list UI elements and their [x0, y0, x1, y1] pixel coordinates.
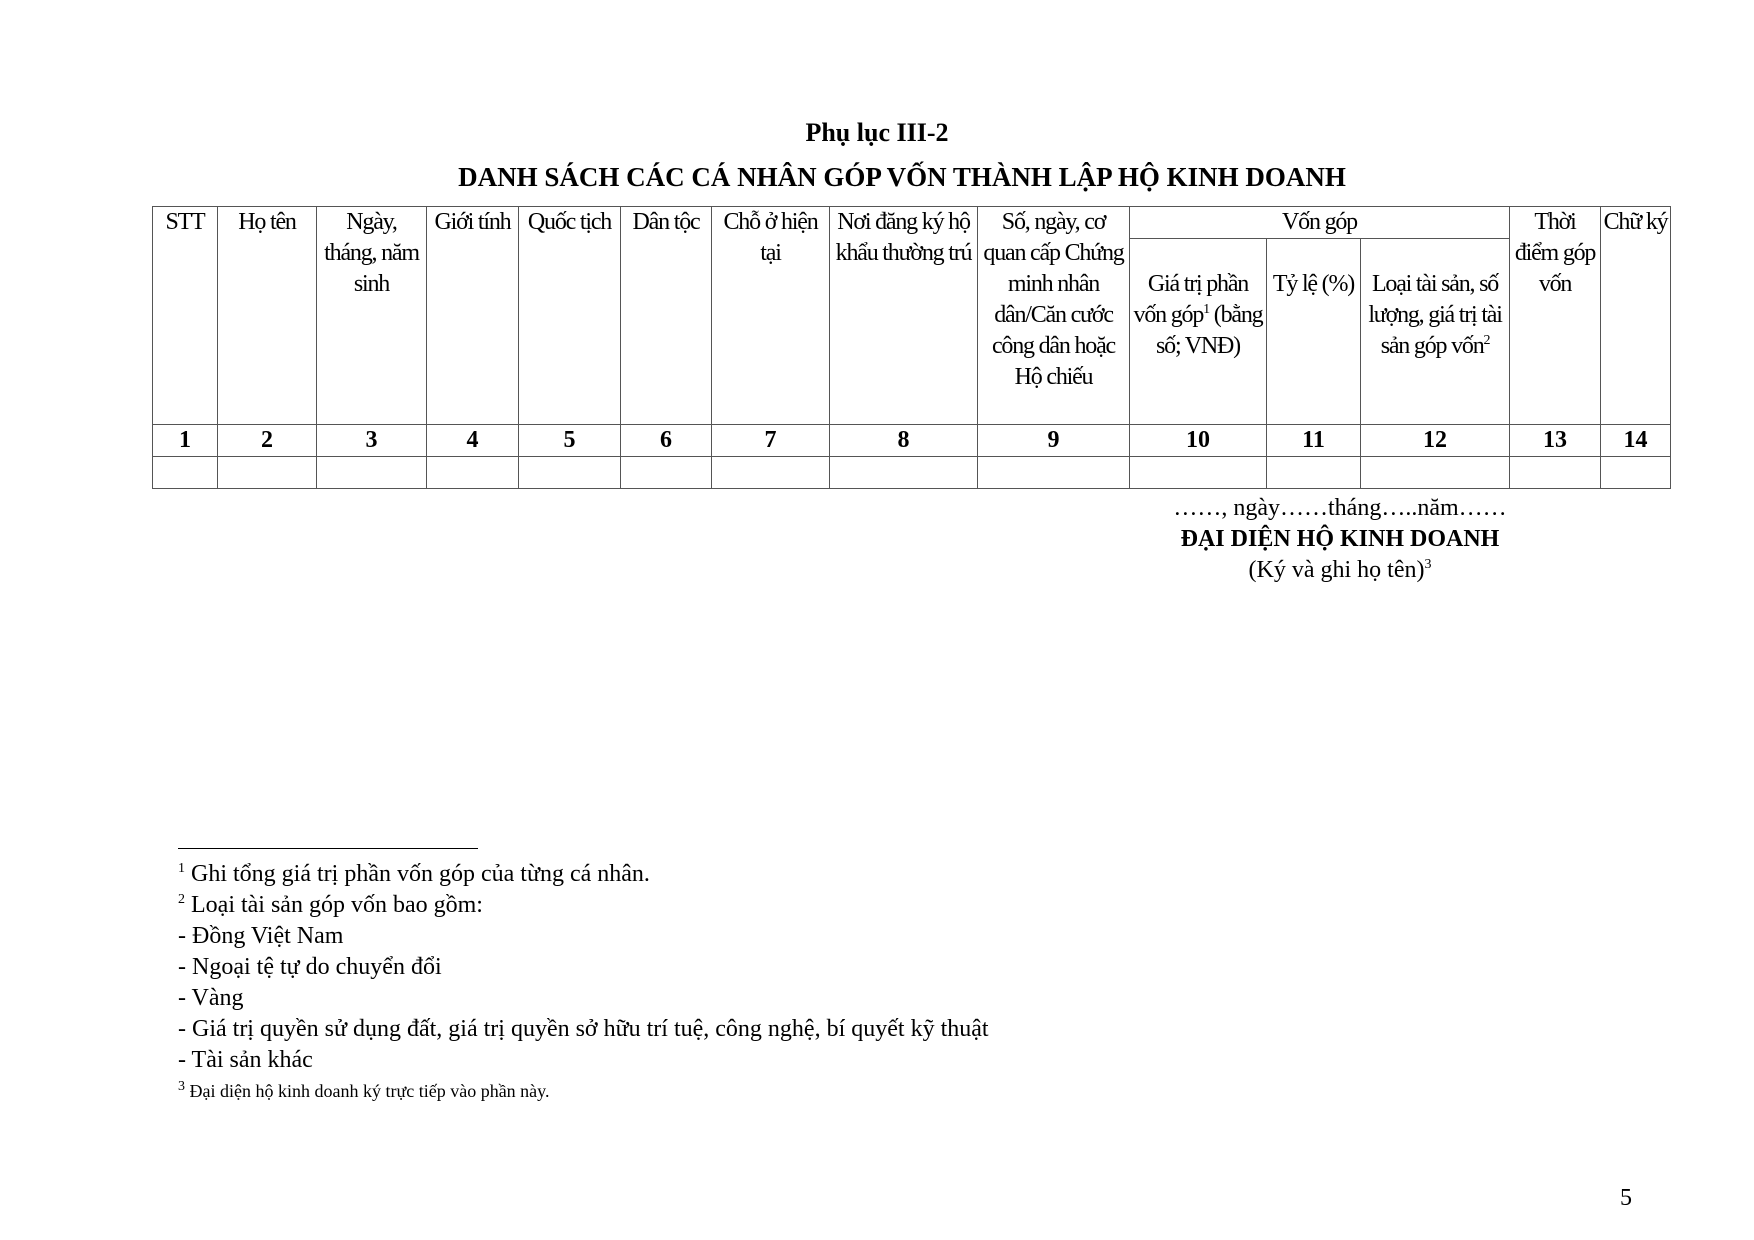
- footnote-3: [178, 1080, 550, 1102]
- footnote-ref-1: 1: [1203, 302, 1209, 317]
- column-number: 8: [830, 425, 978, 457]
- column-number: 11: [1267, 425, 1361, 457]
- header-gia-tri: [1130, 239, 1267, 425]
- column-number-row: [153, 425, 1671, 457]
- table-cell[interactable]: [153, 457, 218, 489]
- footnote-list-item: - Đồng Việt Nam: [178, 923, 344, 949]
- column-number: 12: [1361, 425, 1510, 457]
- header-stt: STT: [153, 207, 218, 425]
- page-number: 5: [1620, 1185, 1632, 1211]
- footnote-1-text: Ghi tổng giá trị phần vốn góp của từng cá nhân.: [191, 861, 650, 887]
- column-number: 6: [621, 425, 712, 457]
- header-thoi-diem: Thời điểm góp vốn: [1510, 207, 1601, 425]
- column-number: 2: [218, 425, 317, 457]
- footnote-3-mark: 3: [178, 1079, 185, 1094]
- header-von-gop: Vốn góp: [1130, 207, 1510, 239]
- footnote-1-mark: 1: [178, 861, 185, 876]
- column-number: 1: [153, 425, 218, 457]
- footnote-divider: [178, 848, 478, 849]
- document-title: DANH SÁCH CÁC CÁ NHÂN GÓP VỐN THÀNH LẬP HỘ KINH DOANH: [458, 162, 1346, 192]
- column-number: 14: [1601, 425, 1671, 457]
- column-number: 7: [712, 425, 830, 457]
- footnote-1: [178, 859, 650, 890]
- header-giay-to: Số, ngày, cơ quan cấp Chứng minh nhân dân/Căn cước công dân hoặc Hộ chiếu: [978, 207, 1130, 425]
- header-noi-dang-ky: Nơi đăng ký hộ khẩu thường trú: [830, 207, 978, 425]
- table-cell[interactable]: [1130, 457, 1267, 489]
- header-loai-tai-san: [1361, 239, 1510, 425]
- footnote-list-item: - Giá trị quyền sử dụng đất, giá trị quyền sở hữu trí tuệ, công nghệ, bí quyết kỹ thuật: [178, 1016, 989, 1042]
- signature-note: [1140, 554, 1540, 586]
- signature-title: ĐẠI DIỆN HỘ KINH DOANH: [1180, 526, 1500, 552]
- column-number: 3: [317, 425, 427, 457]
- table-cell[interactable]: [1267, 457, 1361, 489]
- footnote-ref-2: 2: [1483, 333, 1490, 348]
- column-number: 4: [427, 425, 519, 457]
- table-cell[interactable]: [427, 457, 519, 489]
- table-cell[interactable]: [218, 457, 317, 489]
- appendix-label: Phụ lục III-2: [805, 118, 949, 147]
- table-cell[interactable]: [519, 457, 621, 489]
- header-ngay-sinh: Ngày, tháng, năm sinh: [317, 207, 427, 425]
- signature-date-line: ……, ngày……tháng…..năm……: [1173, 495, 1507, 521]
- header-quoc-tich: Quốc tịch: [519, 207, 621, 425]
- header-gioi-tinh: Giới tính: [427, 207, 519, 425]
- header-ho-ten: Họ tên: [218, 207, 317, 425]
- table-cell[interactable]: [317, 457, 427, 489]
- header-gia-tri-note: (bằng số; VNĐ): [1156, 302, 1263, 359]
- column-number: 10: [1130, 425, 1267, 457]
- column-number: 5: [519, 425, 621, 457]
- footnote-list-item: - Ngoại tệ tự do chuyển đổi: [178, 954, 442, 980]
- table-cell[interactable]: [712, 457, 830, 489]
- footnote-2: [178, 890, 483, 921]
- column-number: 9: [978, 425, 1130, 457]
- table-cell[interactable]: [1510, 457, 1601, 489]
- header-chu-ky: Chữ ký: [1601, 207, 1671, 425]
- table-cell[interactable]: [830, 457, 978, 489]
- footnote-list-item: - Vàng: [178, 985, 244, 1011]
- footnote-list-item: - Tài sản khác: [178, 1047, 313, 1073]
- header-loai-tai-san-label: Loại tài sản, số lượng, giá trị tài sản góp vốn: [1368, 271, 1502, 359]
- header-cho-o: Chỗ ở hiện tại: [712, 207, 830, 425]
- table-cell[interactable]: [978, 457, 1130, 489]
- contributors-table: [152, 206, 1671, 489]
- footnote-2-text: Loại tài sản góp vốn bao gồm:: [191, 892, 483, 918]
- footnote-3-text: Đại diện hộ kinh doanh ký trực tiếp vào phần này.: [189, 1081, 550, 1101]
- column-number: 13: [1510, 425, 1601, 457]
- table-cell[interactable]: [1361, 457, 1510, 489]
- header-dan-toc: Dân tộc: [621, 207, 712, 425]
- signature-note-text: (Ký và ghi họ tên): [1248, 557, 1425, 583]
- footnote-2-mark: 2: [178, 892, 185, 907]
- header-gia-tri-label: Giá trị phần vốn góp: [1133, 271, 1249, 328]
- table-cell[interactable]: [621, 457, 712, 489]
- footnote-ref-3: 3: [1424, 557, 1432, 572]
- table-cell[interactable]: [1601, 457, 1671, 489]
- table-row: [153, 457, 1671, 489]
- header-ty-le: Tỷ lệ (%): [1267, 239, 1361, 425]
